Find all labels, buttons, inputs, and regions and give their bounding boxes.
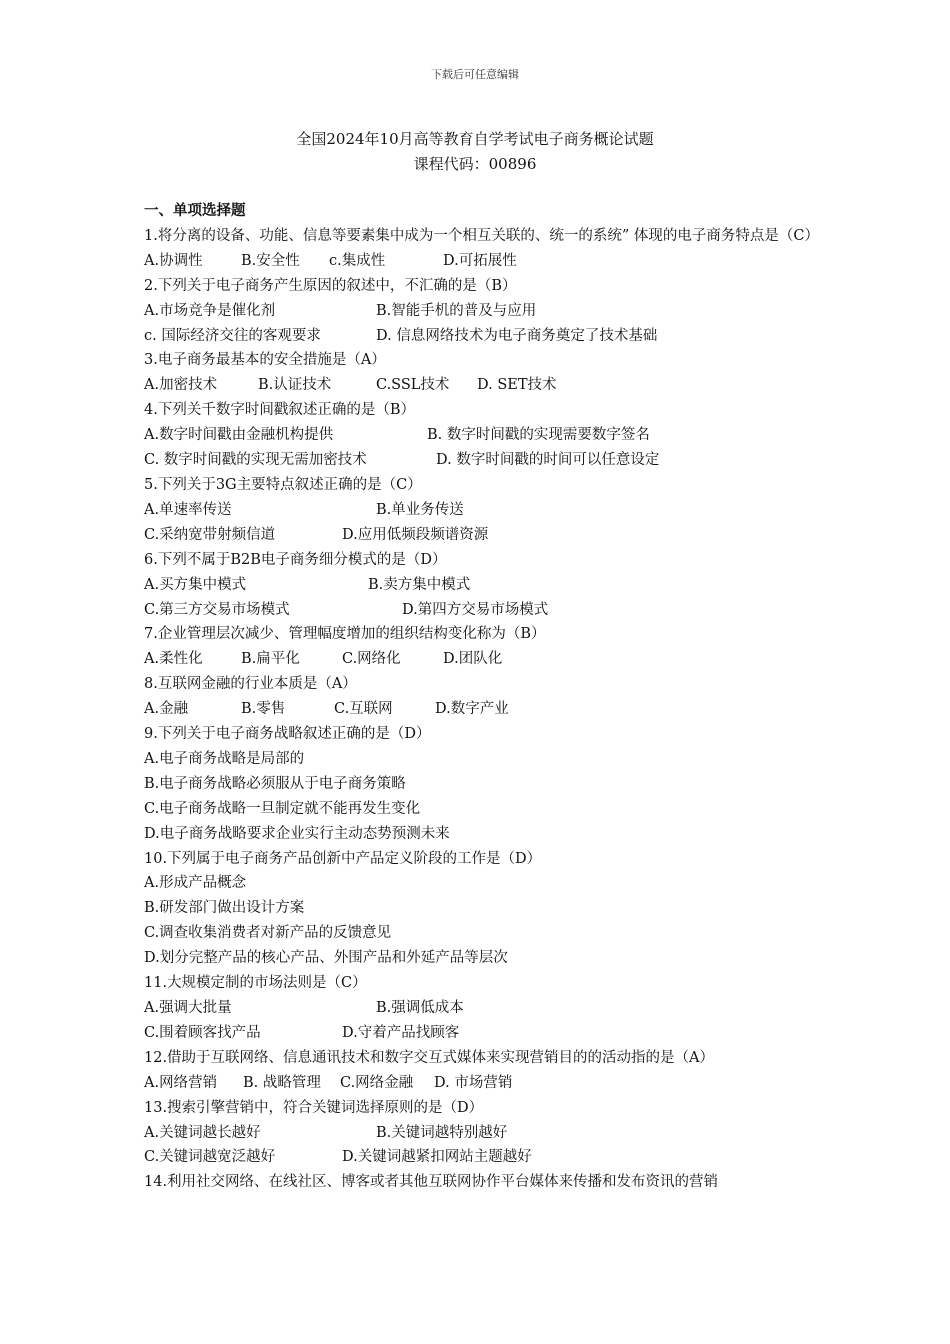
option-row [144, 697, 824, 722]
answer-option: D.应用低频段频谱资源 [342, 526, 489, 543]
answer-option: D. 市场营销 [434, 1074, 513, 1091]
answer-option: D.守着产品找顾客 [342, 1024, 460, 1041]
answer-option: C.围着顾客找产品 [144, 1024, 261, 1041]
question-stem: 6.下列不属于B2B电子商务细分模式的是（D） [144, 551, 447, 568]
answer-option: B.卖方集中模式 [368, 576, 471, 593]
answer-option: B.智能手机的普及与应用 [376, 302, 537, 319]
answer-option: A.形成产品概念 [144, 875, 247, 892]
option-row [144, 249, 824, 274]
question-stem: 1.将分离的设备、功能、信息等要素集中成为一个相互关联的、统一的系统” 体现的电子商务特点是（C） [144, 227, 819, 244]
answer-option: C.SSL技术 [376, 377, 450, 394]
option-row [144, 1121, 824, 1146]
option-row [144, 324, 824, 349]
answer-option: C.电子商务战略一旦制定就不能再发生变化 [144, 800, 421, 817]
answer-option: C.第三方交易市场模式 [144, 601, 290, 618]
answer-option: C.网络金融 [340, 1074, 414, 1091]
option-row [144, 423, 824, 448]
question-stem: 9.下列关于电子商务战略叙述正确的是（D） [144, 726, 431, 743]
exam-title: 全国2024年10月高等教育自学考试电子商务概论试题 [296, 130, 654, 148]
option-row [144, 1145, 824, 1170]
option-row [144, 1071, 824, 1096]
question-stem: 4.下列关千数字时间戳叙述正确的是（B） [144, 402, 415, 419]
answer-option: B.认证技术 [258, 377, 332, 394]
answer-option: B.强调低成本 [376, 1000, 464, 1016]
question-list [144, 199, 824, 1195]
question-stem: 12.借助于互联网络、信息通讯技术和数字交互式媒体来实现营销目的的活动指的是（A） [144, 1049, 715, 1066]
answer-option: A.市场竞争是催化剂 [144, 302, 276, 319]
answer-option: C.互联网 [334, 701, 393, 718]
answer-option: B. 数字时间戳的实现需要数字签名 [427, 427, 650, 444]
answer-option: D.数字产业 [435, 701, 509, 718]
option-row [144, 772, 824, 797]
option-row [144, 598, 824, 623]
answer-option: A.加密技术 [144, 377, 218, 394]
answer-option: A.协调性 [144, 252, 203, 269]
answer-option: B.研发部门做出设计方案 [144, 900, 305, 917]
answer-option: D. 信息网络技术为电子商务奠定了技术基础 [376, 327, 658, 344]
answer-option: B.单业务传送 [376, 501, 464, 518]
answer-option: B.扁平化 [241, 651, 300, 668]
answer-option: A.买方集中模式 [144, 576, 247, 593]
answer-option: c. 国际经济交往的客观要求 [144, 327, 321, 344]
question-stem: 7.企业管理层次减少、管理幅度增加的组织结构变化称为（B） [144, 626, 546, 643]
answer-option: C.网络化 [342, 651, 401, 668]
option-row [144, 498, 824, 523]
answer-option: C.关键词越宽泛越好 [144, 1149, 276, 1166]
answer-option: C.采纳宽带射频信道 [144, 526, 276, 543]
answer-option: D. 数字时间戳的时间可以任意设定 [436, 452, 660, 469]
answer-option: B. 战略管理 [243, 1074, 321, 1091]
answer-option: D. SET技术 [477, 377, 557, 394]
answer-option: D.团队化 [443, 651, 503, 668]
question-stem: 14.利用社交网络、在线社区、博客或者其他互联网协作平台媒体来传播和发布资讯的营销 [144, 1174, 719, 1191]
option-row [144, 921, 824, 946]
answer-option: A.强调大批量 [144, 1000, 232, 1016]
question-stem: 13.搜索引擎营销中，符合关键词选择原则的是（D） [144, 1099, 484, 1116]
answer-option: B.零售 [241, 701, 286, 718]
answer-option: D.电子商务战略要求企业实行主动态势预测未来 [144, 825, 450, 842]
answer-option: D.关键词越紧扣网站主题越好 [342, 1149, 532, 1166]
answer-option: A.电子商务战略是局部的 [144, 750, 305, 767]
page-header: 下载后可任意编辑 [431, 68, 519, 81]
answer-option: A.金融 [144, 701, 189, 718]
answer-option: A.数字时间戳由金融机构提供 [144, 427, 334, 444]
answer-option: A.单速率传送 [144, 501, 232, 518]
answer-option: C.调查收集消费者对新产品的反馈意见 [144, 925, 392, 942]
option-row [144, 896, 824, 921]
option-row [144, 299, 824, 324]
answer-option: c.集成性 [329, 252, 386, 269]
option-row [144, 573, 824, 598]
answer-option: B.安全性 [241, 252, 300, 269]
option-row [144, 747, 824, 772]
option-row [144, 797, 824, 822]
answer-option: A.网络营销 [144, 1074, 218, 1091]
option-row [144, 946, 824, 971]
option-row [144, 822, 824, 847]
section-heading: 一、单项选择题 [144, 202, 246, 219]
option-row [144, 1021, 824, 1046]
answer-option: A.关键词越长越好 [144, 1124, 261, 1141]
option-row [144, 373, 824, 398]
question-stem: 2.下列关于电子商务产生原因的叙述中，不汇确的是（B） [144, 277, 517, 294]
question-stem: 10.下列属于电子商务产品创新中产品定义阶段的工作是（D） [144, 850, 542, 867]
question-stem: 11.大规模定制的市场法则是（C） [144, 975, 367, 992]
title-block [0, 127, 950, 177]
answer-option: B.关键词越特别越好 [376, 1124, 508, 1141]
option-row [144, 996, 824, 1021]
question-stem: 3.电子商务最基本的安全措施是（A） [144, 352, 386, 369]
option-row [144, 523, 824, 548]
course-code: 课程代码：00896 [413, 155, 537, 173]
question-stem: 5.下列关于3G主要特点叙述正确的是（C） [144, 476, 422, 493]
answer-option: A.柔性化 [144, 651, 203, 668]
answer-option: D.划分完整产品的核心产品、外围产品和外延产品等层次 [144, 950, 508, 967]
option-row [144, 871, 824, 896]
answer-option: B.电子商务战略必须服从于电子商务策略 [144, 775, 406, 792]
option-row [144, 448, 824, 473]
answer-option: C. 数字时间戳的实现无需加密技术 [144, 452, 367, 469]
answer-option: D.第四方交易市场模式 [402, 601, 549, 618]
question-stem: 8.互联网金融的行业本质是（A） [144, 676, 357, 693]
answer-option: D.可拓展性 [443, 252, 517, 269]
option-row [144, 647, 824, 672]
